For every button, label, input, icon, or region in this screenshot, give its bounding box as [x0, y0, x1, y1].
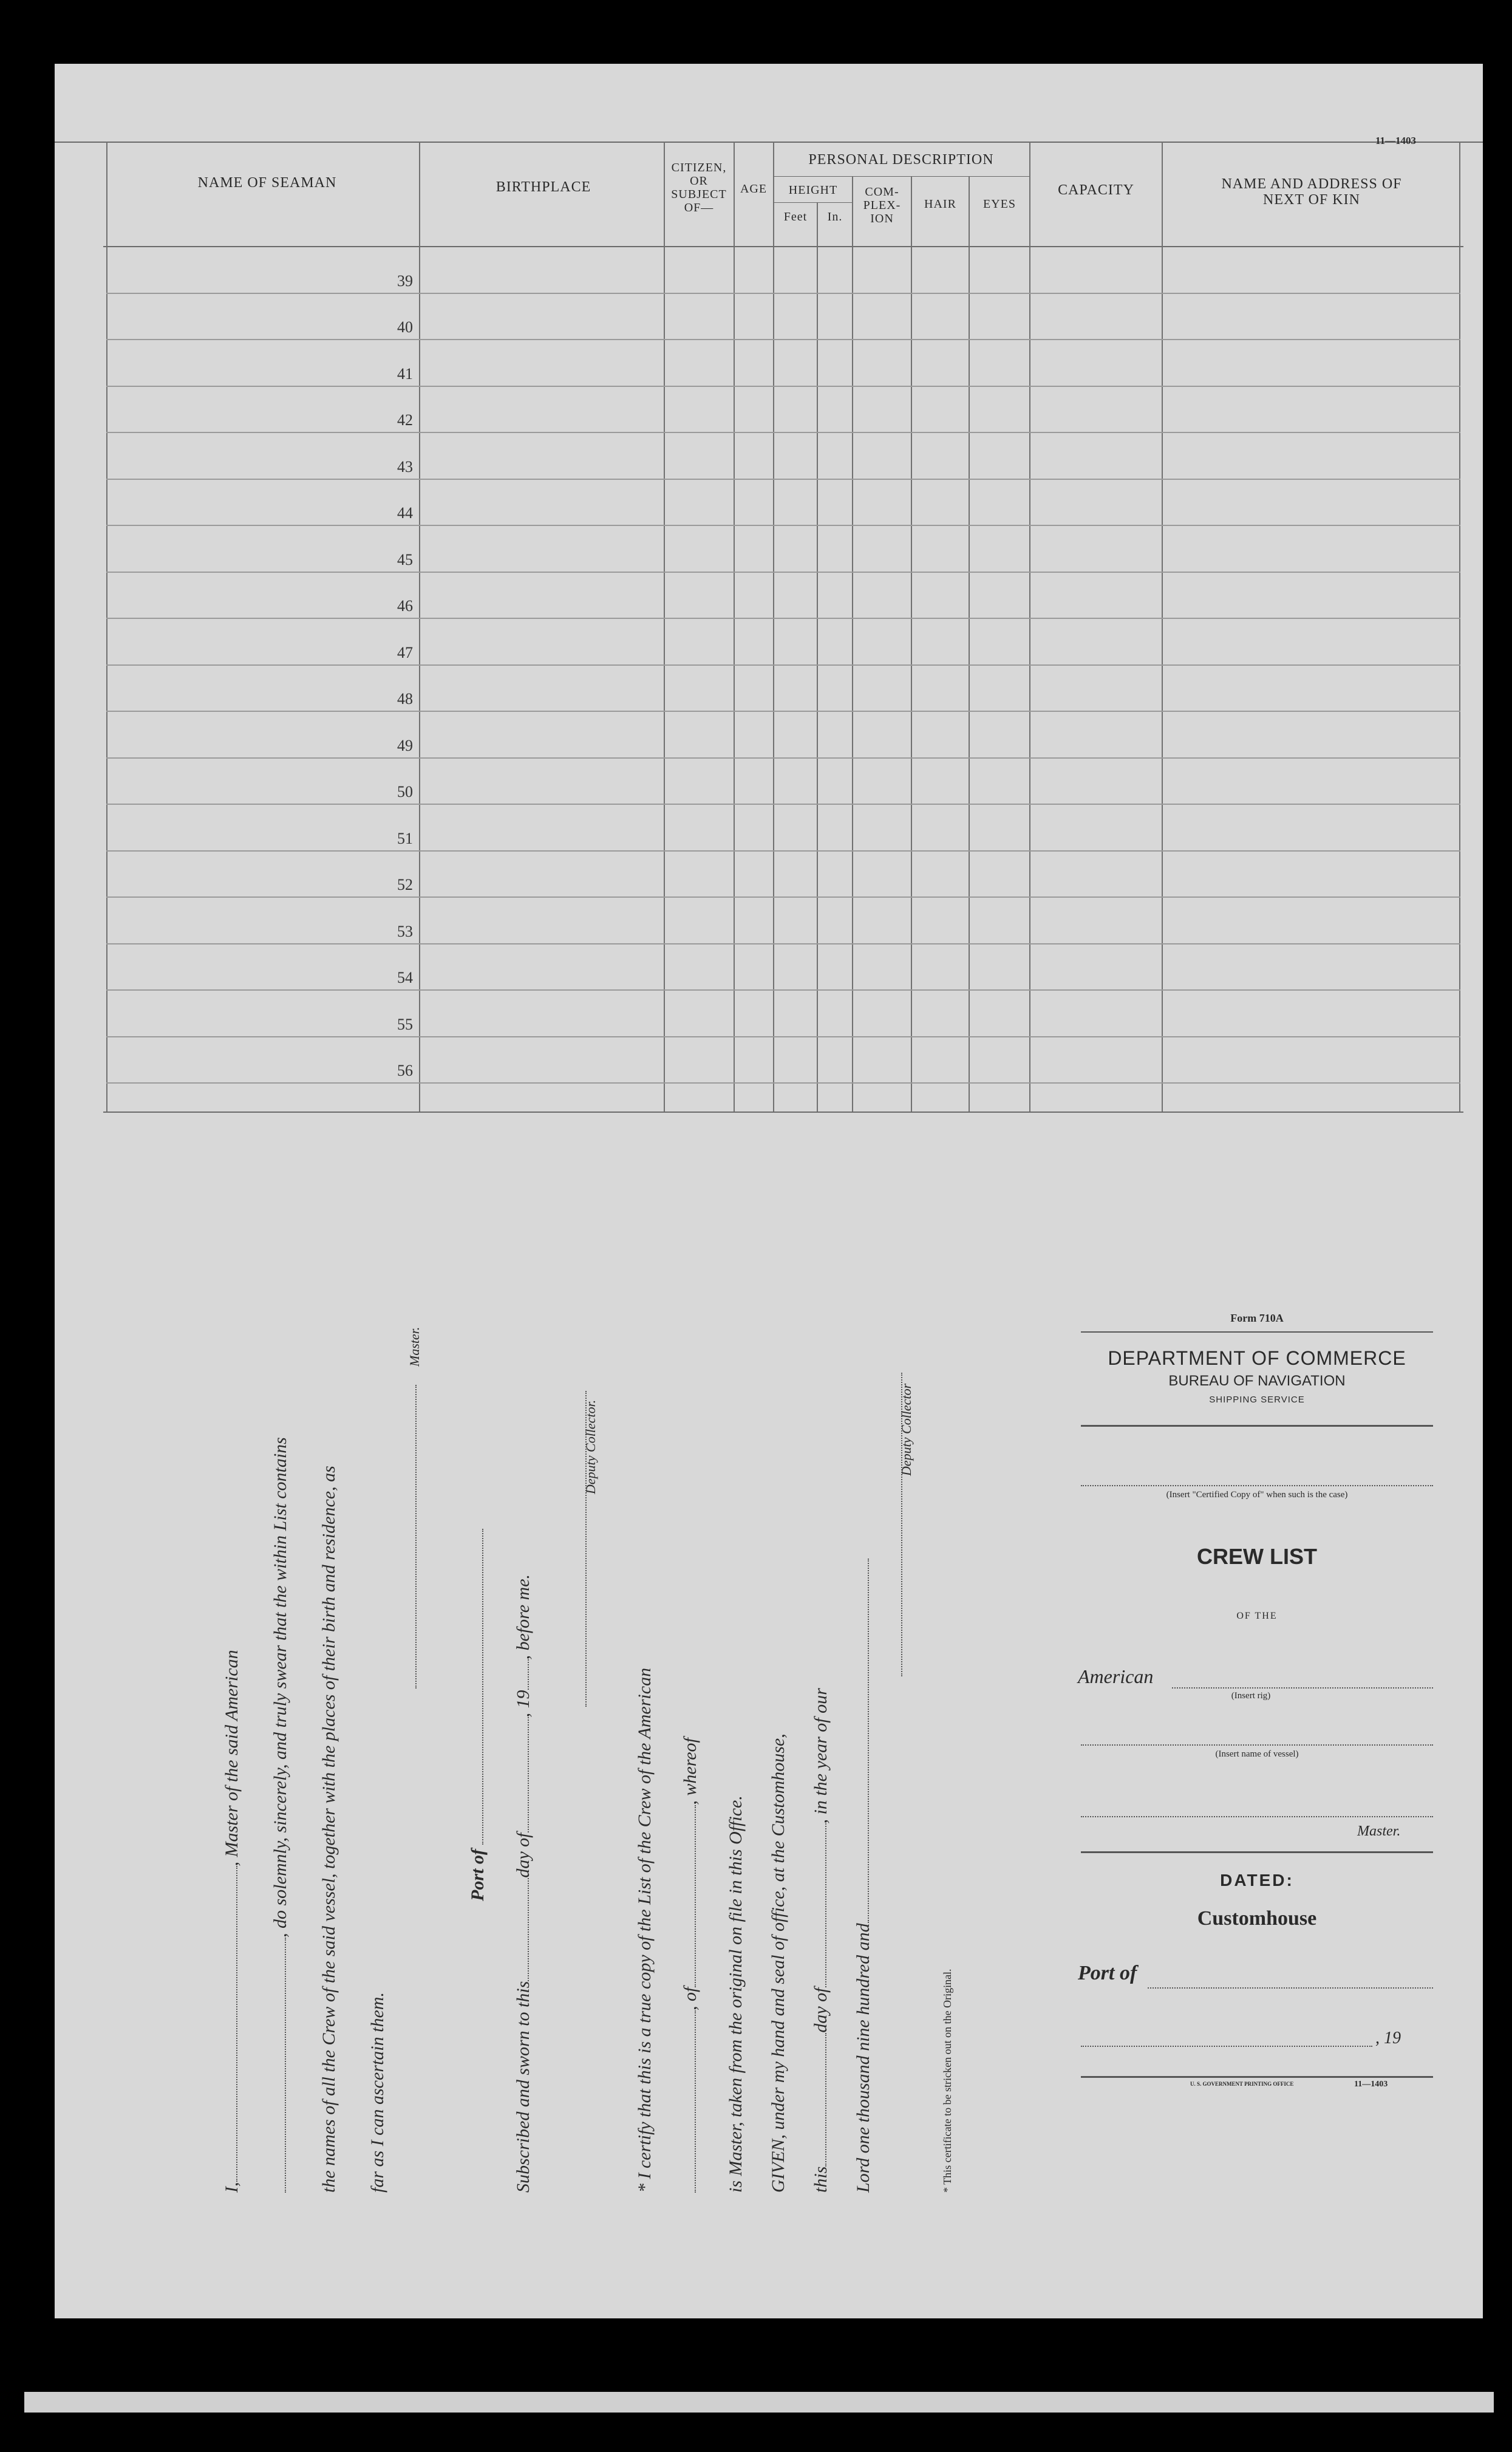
col-line — [911, 176, 912, 1112]
col-line — [1162, 142, 1163, 1112]
master-name-line — [1081, 1816, 1433, 1817]
date-line — [1081, 2046, 1372, 2047]
row-number: 54 — [397, 969, 413, 986]
table-row — [106, 432, 1460, 433]
header-feet: Feet — [783, 210, 808, 224]
printer-credit: U. S. GOVERNMENT PRINTING OFFICE — [1190, 2081, 1294, 2087]
form-number: Form 710A — [1230, 1312, 1284, 1324]
american-label: American — [1078, 1665, 1154, 1687]
port-of-label: Port of — [1078, 1962, 1137, 1984]
table-row — [106, 339, 1460, 340]
of-the: OF THE — [1236, 1611, 1278, 1621]
row-number: 52 — [397, 876, 413, 893]
table-row — [106, 989, 1460, 991]
oath-line-4: far as I can ascertain them. — [367, 1992, 387, 2193]
row-number: 41 — [397, 364, 413, 383]
col-line — [664, 142, 665, 1112]
cover-bottom-rule — [1081, 2076, 1433, 2078]
shipping-service: SHIPPING SERVICE — [1209, 1395, 1305, 1405]
oath-line-2: , do solemnly, sincerely, and truly swear that the within List contains — [270, 1437, 291, 2193]
insert-rig-hint: (Insert rig) — [1231, 1691, 1271, 1701]
header-name-of-seaman: NAME OF SEAMAN — [197, 175, 337, 191]
table-row — [106, 804, 1460, 805]
row-number: 39 — [397, 271, 413, 290]
row-number: 42 — [397, 411, 413, 429]
table-row — [106, 618, 1460, 619]
height-rule — [773, 202, 852, 203]
col-line — [852, 176, 853, 1112]
header-bottom-rule — [103, 246, 1463, 247]
oath-line-3: the names of all the Crew of the said vessel, together with the places of their birth and residence, as — [319, 1466, 339, 2193]
customhouse-label: Customhouse — [1197, 1907, 1317, 1930]
col-line — [1029, 142, 1030, 1112]
table-row — [106, 572, 1460, 573]
table-row — [106, 664, 1460, 666]
cover-rule — [1081, 1425, 1433, 1427]
col-line — [734, 142, 735, 1112]
row-number: 49 — [397, 736, 413, 754]
col-line — [773, 142, 774, 1112]
row-number: 46 — [397, 597, 413, 615]
deputy-collector-label: Deputy Collector. — [583, 1399, 598, 1494]
cover-rule — [1081, 1851, 1433, 1853]
cert-line-4: GIVEN, under my hand and seal of office, at the Customhouse, — [768, 1733, 788, 2193]
header-capacity: CAPACITY — [1058, 182, 1134, 198]
vessel-name-line — [1081, 1744, 1433, 1746]
header-citizen: CITIZEN, OR SUBJECT OF— — [671, 161, 727, 214]
row-number: 50 — [397, 783, 413, 801]
row-number: 47 — [397, 643, 413, 661]
insert-certified-hint: (Insert "Certified Copy of" when such is the case) — [1166, 1490, 1348, 1500]
header-personal-description: PERSONAL DESCRIPTION — [808, 152, 994, 168]
header-height: HEIGHT — [788, 183, 838, 197]
table-row — [106, 1036, 1460, 1037]
master-label: Master. — [407, 1327, 422, 1367]
cover-rule — [1081, 1331, 1433, 1333]
table-row — [106, 1082, 1460, 1084]
row-number: 43 — [397, 457, 413, 476]
deputy-collector-label-2: Deputy Collector — [899, 1383, 914, 1476]
scan-bottom-strip — [24, 2392, 1494, 2413]
table-row — [106, 943, 1460, 944]
table-row — [106, 525, 1460, 526]
table-row — [106, 479, 1460, 480]
form-ref-cover: 11—1403 — [1354, 2080, 1388, 2089]
cert-line-1: * I certify that this is a true copy of the List of the Crew of the American — [635, 1667, 655, 2193]
master-signature-line — [401, 1385, 421, 1689]
col-line — [1459, 142, 1460, 1112]
certificate-footnote: * This certificate to be stricken out on the Original. — [941, 1969, 953, 2193]
table-row — [106, 757, 1460, 759]
table-row — [106, 850, 1460, 852]
header-birthplace: BIRTHPLACE — [495, 179, 591, 195]
row-number: 48 — [397, 690, 413, 708]
department-title: DEPARTMENT OF COMMERCE — [1108, 1347, 1406, 1369]
row-number: 40 — [397, 318, 413, 336]
row-number: 56 — [397, 1062, 413, 1079]
table-row — [106, 711, 1460, 712]
oath-port-of: Port of — [468, 1529, 488, 1901]
form-ref-top: 11—1403 — [1375, 135, 1417, 146]
oath-line-1: I,, Master of the said American — [222, 1650, 242, 2193]
oath-subscribed: Subscribed and sworn to thisday of, 19, before me. — [513, 1574, 533, 2193]
port-line — [1148, 1987, 1433, 1989]
cert-line-3: is Master, taken from the original on file in this Office. — [726, 1795, 746, 2193]
dated-label: DATED: — [1220, 1871, 1294, 1890]
row-number: 55 — [397, 1015, 413, 1033]
top-rule — [55, 142, 1483, 143]
cert-line-6: Lord one thousand nine hundred and — [853, 1559, 874, 2193]
cert-line-2: , of, whereof — [680, 1738, 701, 2193]
header-complexion: COM- PLEX- ION — [863, 185, 901, 225]
insert-name-hint: (Insert name of vessel) — [1215, 1749, 1299, 1759]
cert-line-5: thisday of, in the year of our — [811, 1688, 831, 2193]
certified-copy-line — [1081, 1485, 1433, 1486]
table-row — [106, 386, 1460, 387]
table-row — [106, 896, 1460, 898]
header-next-of-kin: NAME AND ADDRESS OF NEXT OF KIN — [1221, 176, 1402, 208]
header-age: AGE — [740, 182, 768, 196]
row-number: 44 — [397, 504, 413, 522]
row-number: 53 — [397, 922, 413, 940]
master-label-cover: Master. — [1357, 1823, 1401, 1839]
crew-list-title: CREW LIST — [1197, 1544, 1317, 1569]
header-hair: HAIR — [924, 197, 956, 211]
personal-rule — [773, 176, 1029, 177]
row-number: 45 — [397, 550, 413, 569]
col-line — [419, 142, 420, 1112]
header-inches: In. — [827, 210, 843, 224]
col-line — [969, 176, 970, 1112]
bureau-title: BUREAU OF NAVIGATION — [1168, 1373, 1346, 1389]
table-row — [106, 293, 1460, 294]
rig-line — [1172, 1687, 1433, 1689]
oath-section — [182, 1257, 1081, 2193]
header-eyes: EYES — [983, 197, 1016, 211]
col-line — [106, 142, 107, 1112]
row-number: 51 — [397, 829, 413, 847]
table-bottom-rule — [103, 1112, 1463, 1113]
year-label: , 19 — [1375, 2029, 1401, 2047]
